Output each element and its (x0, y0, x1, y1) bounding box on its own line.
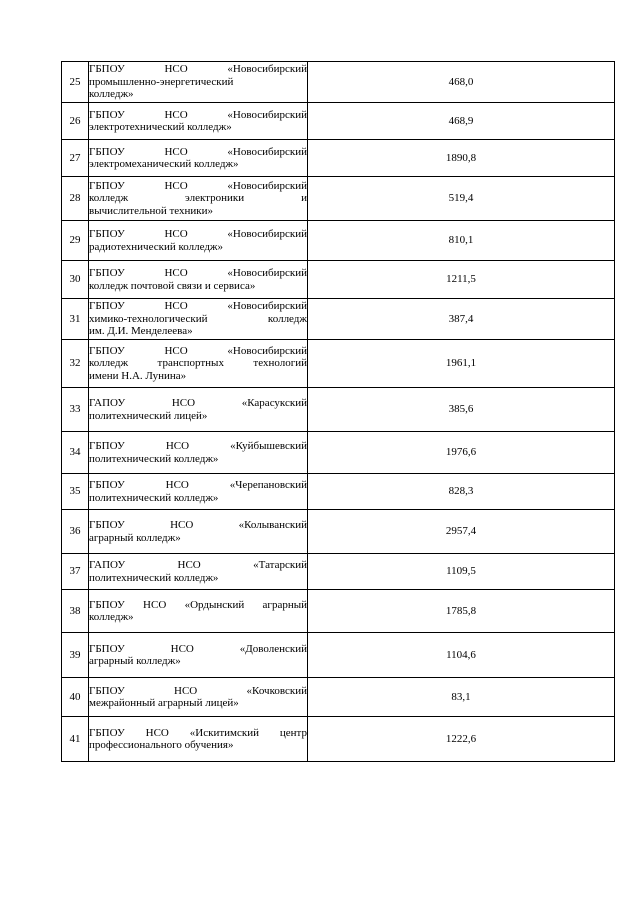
institution-name-line: политехнический лицей» (89, 409, 208, 422)
table-row (62, 590, 615, 633)
row-number: 26 (62, 103, 89, 140)
table-row (62, 474, 615, 510)
institution-name-line: ГАПОУ НСО «Татарский (89, 559, 307, 571)
institution-name-line: ГБПОУ НСО «Новосибирский (89, 108, 307, 121)
row-number: 37 (62, 554, 89, 590)
institution-name-line: ГБПОУ НСО «Новосибирский (89, 344, 307, 357)
table-row (62, 103, 615, 140)
row-number: 27 (62, 140, 89, 177)
row-number: 34 (62, 432, 89, 474)
institution-name (89, 554, 308, 590)
institution-name-line: колледж электроники и (89, 192, 307, 205)
institution-name (89, 221, 308, 261)
table-row (62, 432, 615, 474)
table-row (62, 510, 615, 554)
institution-name (89, 510, 308, 554)
institution-name-line: колледж» (89, 611, 134, 623)
table-row (62, 140, 615, 177)
institution-name-line: ГАПОУ НСО «Карасукский (89, 397, 307, 409)
institution-name-line: колледж транспортных технологий (89, 357, 307, 370)
institution-name-line: ГБПОУ НСО «Новосибирский (89, 267, 307, 279)
institution-name-line: электромеханический колледж» (89, 158, 239, 170)
institution-name (89, 103, 308, 140)
amount-value: 83,1 (308, 678, 615, 717)
amount-value: 810,1 (308, 221, 615, 261)
amount-value: 519,4 (308, 177, 615, 221)
amount-value: 468,9 (308, 103, 615, 140)
amount-value: 2957,4 (308, 510, 615, 554)
institution-name-line: им. Д.И. Менделеева» (89, 325, 193, 338)
institution-name-line: ГБПОУ НСО «Черепановский (89, 479, 307, 491)
table-row (62, 633, 615, 678)
amount-value: 387,4 (308, 299, 615, 340)
institution-name-line: ГБПОУ НСО «Кочковский (89, 684, 307, 697)
institution-name (89, 474, 308, 510)
amount-value: 1104,6 (308, 633, 615, 678)
row-number: 40 (62, 678, 89, 717)
institution-name-line: ГБПОУ НСО «Искитимский центр (89, 726, 307, 739)
institution-name (89, 340, 308, 388)
row-number: 33 (62, 388, 89, 432)
institution-name-line: ГБПОУ НСО «Новосибирский (89, 179, 307, 192)
amount-value: 1976,6 (308, 432, 615, 474)
amount-value: 468,0 (308, 62, 615, 103)
row-number: 35 (62, 474, 89, 510)
row-number: 30 (62, 261, 89, 299)
table-row (62, 177, 615, 221)
row-number: 41 (62, 717, 89, 762)
table-row (62, 388, 615, 432)
institution-name-line: ГБПОУ НСО «Куйбышевский (89, 440, 307, 452)
institution-name-line: вычислительной техники» (89, 204, 214, 217)
amount-value: 828,3 (308, 474, 615, 510)
institution-name-line: аграрный колледж» (89, 531, 181, 544)
institution-name-line: ГБПОУ НСО «Новосибирский (89, 63, 307, 76)
institution-name-line: политехнический колледж» (89, 571, 219, 584)
institution-name-line: промышленно-энергетический (89, 75, 234, 88)
institution-name-line: ГБПОУ НСО «Новосибирский (89, 145, 307, 158)
amount-value: 1211,5 (308, 261, 615, 299)
table-row (62, 717, 615, 762)
institution-name-line: радиотехнический колледж» (89, 240, 224, 253)
amount-value: 1961,1 (308, 340, 615, 388)
institution-name-line: профессионального обучения» (89, 739, 234, 751)
institution-name (89, 140, 308, 177)
table-row (62, 299, 615, 340)
institution-name (89, 590, 308, 633)
row-number: 38 (62, 590, 89, 633)
table-row (62, 340, 615, 388)
institution-name (89, 388, 308, 432)
institutions-table (61, 61, 615, 762)
institution-name (89, 678, 308, 717)
row-number: 29 (62, 221, 89, 261)
row-number: 36 (62, 510, 89, 554)
institution-name-line: политехнический колледж» (89, 491, 219, 504)
table-row (62, 261, 615, 299)
table-row (62, 554, 615, 590)
institution-name-line: ГБПОУ НСО «Колыванский (89, 519, 307, 531)
table-row (62, 62, 615, 103)
institution-name-line: электротехнический колледж» (89, 121, 232, 133)
amount-value: 385,6 (308, 388, 615, 432)
table-body (62, 62, 615, 762)
row-number: 39 (62, 633, 89, 678)
institution-name-line: межрайонный аграрный лицей» (89, 697, 239, 709)
row-number: 31 (62, 299, 89, 340)
amount-value: 1785,8 (308, 590, 615, 633)
institution-name (89, 432, 308, 474)
table-row (62, 221, 615, 261)
institution-name (89, 177, 308, 221)
institution-name (89, 717, 308, 762)
institution-name-line: ГБПОУ НСО «Новосибирский (89, 228, 307, 240)
table-row (62, 678, 615, 717)
institution-name-line: политехнический колледж» (89, 452, 219, 465)
row-number: 25 (62, 62, 89, 103)
institution-name-line: колледж» (89, 88, 134, 101)
institution-name (89, 633, 308, 678)
institution-name (89, 261, 308, 299)
institution-name-line: химико-технологический колледж (89, 312, 307, 325)
institution-name (89, 299, 308, 340)
institution-name-line: ГБПОУ НСО «Ордынский аграрный (89, 598, 307, 611)
amount-value: 1109,5 (308, 554, 615, 590)
institution-name-line: ГБПОУ НСО «Доволенский (89, 642, 307, 655)
row-number: 28 (62, 177, 89, 221)
institution-name-line: колледж почтовой связи и сервиса» (89, 279, 256, 292)
amount-value: 1222,6 (308, 717, 615, 762)
institution-name-line: ГБПОУ НСО «Новосибирский (89, 300, 307, 313)
row-number: 32 (62, 340, 89, 388)
institution-name (89, 62, 308, 103)
institution-name-line: аграрный колледж» (89, 655, 181, 667)
amount-value: 1890,8 (308, 140, 615, 177)
institution-name-line: имени Н.А. Лунина» (89, 369, 187, 382)
